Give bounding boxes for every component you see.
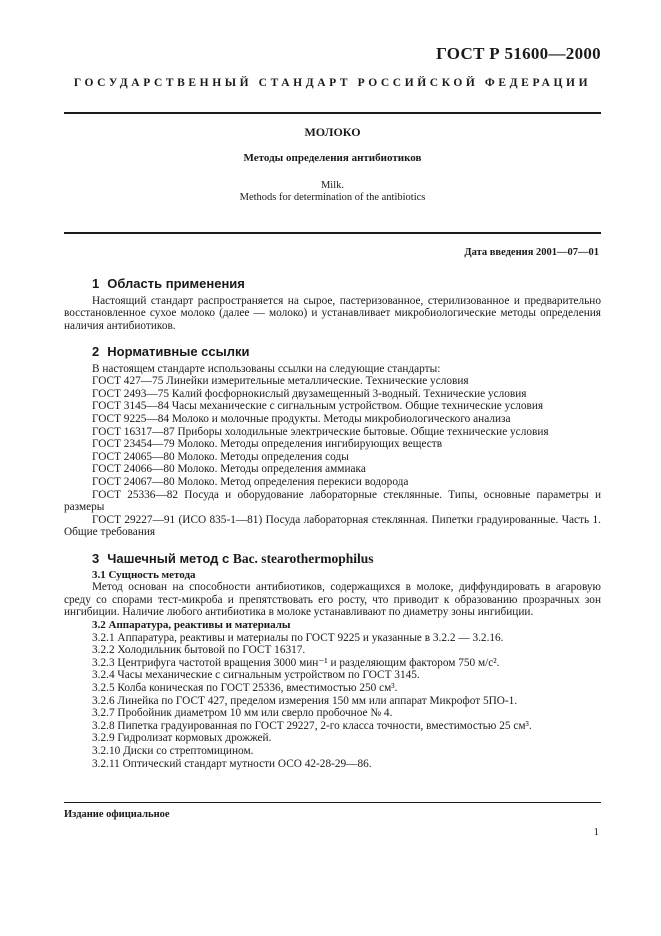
document-title: МОЛОКО xyxy=(304,125,361,139)
reference-item: ГОСТ 23454—79 Молоко. Методы определения ингибирующих веществ xyxy=(92,438,443,451)
document-code: ГОСТ Р 51600—2000 xyxy=(436,44,601,63)
english-title-line2: Methods for determination of the antibiotics xyxy=(239,192,426,203)
reference-item: ГОСТ 2493—75 Калий фосфорнокислый двузамещенный 3-водный. Технические условия xyxy=(92,387,527,400)
equipment-item: 3.2.11 Оптический стандарт мутности ОСО 42-28-29—86. xyxy=(92,757,372,770)
reference-item: ГОСТ 24067—80 Молоко. Метод определения перекиси водорода xyxy=(92,475,409,488)
equipment-item: 3.2.9 Гидролизат кормовых дрожжей. xyxy=(92,732,272,745)
section-1 xyxy=(64,278,601,332)
english-title xyxy=(64,180,601,204)
reference-item: ГОСТ 427—75 Линейки измерительные металлические. Технические условия xyxy=(92,375,469,388)
equipment-item: 3.2.7 Пробойник диаметром 10 мм или сверло пробочное № 4. xyxy=(92,707,393,720)
title-divider xyxy=(64,232,601,234)
equipment-item: 3.2.10 Диски со стрептомицином. xyxy=(92,744,254,757)
equipment-item: 3.2.1 Аппаратура, реактивы и материалы по ГОСТ 9225 и указанные в 3.2.2 — 3.2.16. xyxy=(92,631,504,644)
official-edition: Издание официальное xyxy=(64,809,170,820)
references-list xyxy=(64,375,601,488)
equipment-item: 3.2.4 Часы механические с сигнальным устройством по ГОСТ 3145. xyxy=(92,669,420,682)
subsection-3-1-paragraph: Метод основан на способности антибиотиков, содержащихся в молоке, диффундировать в агаровую среду со спорами тест-микроба и препятствовать его росту, что приводит к образованию прозрачных зон ингибиции. Наличие любого антибиотика в молоке устанавливают по диаметру зоны ингибиции. xyxy=(64,581,601,619)
equipment-item: 3.2.3 Центрифуга частотой вращения 3000 мин⁻¹ и разделяющим фактором 750 м/с². xyxy=(92,656,500,669)
effective-date: Дата введения 2001—07—01 xyxy=(464,247,599,258)
section-1-heading: 1 Область применения xyxy=(92,276,245,291)
top-divider xyxy=(64,112,601,114)
section-2 xyxy=(64,346,601,539)
equipment-item: 3.2.2 Холодильник бытовой по ГОСТ 16317. xyxy=(92,644,306,657)
section-3 xyxy=(64,553,601,770)
reference-item: ГОСТ 24065—80 Молоко. Методы определения соды xyxy=(92,450,349,463)
document-subtitle: Методы определения антибиотиков xyxy=(243,152,422,164)
section-2-heading: 2 Нормативные ссылки xyxy=(92,344,250,359)
reference-29227: ГОСТ 29227—91 (ИСО 835-1—81) Посуда лабораторная стеклянная. Пипетки градуированные. Часть 1. Общие требования xyxy=(64,513,601,539)
equipment-item: 3.2.8 Пипетка градуированная по ГОСТ 29227, 2-го класса точности, вместимостью 25 см³. xyxy=(92,719,532,732)
equipment-item: 3.2.6 Линейка по ГОСТ 427, пределом измерения 150 мм или аппарат Микрофот 5ПО-1. xyxy=(92,694,518,707)
section-1-paragraph: Настоящий стандарт распространяется на сырое, пастеризованное, стерилизованное и предварительно восстановленное сухое молоко (далее — молоко) и устанавливает микробиологические методы определения наличия антибиотиков. xyxy=(64,294,601,332)
reference-item: ГОСТ 3145—84 Часы механические с сигнальным устройством. Общие технические условия xyxy=(92,400,544,413)
reference-25336: ГОСТ 25336—82 Посуда и оборудование лабораторные стеклянные. Типы, основные параметры и размеры xyxy=(64,488,601,514)
subsection-3-1-heading: 3.1 Сущность метода xyxy=(92,568,196,581)
state-standard-heading: ГОСУДАРСТВЕННЫЙ СТАНДАРТ РОССИЙСКОЙ ФЕДЕРАЦИИ xyxy=(73,77,592,89)
section-3-heading: 3 Чашечный метод с Bac. stearothermophilus xyxy=(92,551,374,566)
footer-divider xyxy=(64,802,601,803)
reference-item: ГОСТ 16317—87 Приборы холодильные электрические бытовые. Общие технические условия xyxy=(92,425,549,438)
equipment-item: 3.2.5 Колба коническая по ГОСТ 25336, вместимостью 250 см³. xyxy=(92,681,398,694)
english-title-line1: Milk. xyxy=(320,180,345,191)
subsection-3-2-heading: 3.2 Аппаратура, реактивы и материалы xyxy=(92,618,291,631)
equipment-list xyxy=(64,632,601,771)
section-2-intro: В настоящем стандарте использованы ссылки на следующие стандарты: xyxy=(92,362,441,375)
page-number: 1 xyxy=(593,826,599,838)
reference-item: ГОСТ 9225—84 Молоко и молочные продукты. Методы микробиологического анализа xyxy=(92,412,511,425)
reference-item: ГОСТ 24066—80 Молоко. Методы определения аммиака xyxy=(92,463,366,476)
